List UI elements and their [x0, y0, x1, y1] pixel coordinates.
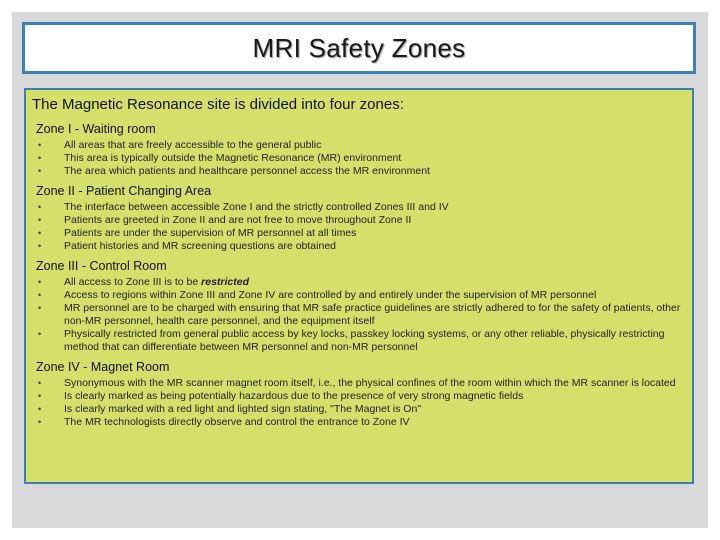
list-item-text: Patients are greeted in Zone II and are not free to move throughout Zone II: [64, 214, 412, 226]
list-item: [36, 152, 686, 165]
zone-4-title: Zone IV - Magnet Room: [36, 360, 170, 374]
bullet-icon: •: [38, 140, 42, 150]
bullet-icon: •: [38, 277, 42, 287]
list-item-text: The interface between accessible Zone I and the strictly controlled Zones III and IV: [64, 201, 449, 213]
zone-2-section: [36, 184, 686, 253]
list-item: [36, 276, 686, 289]
bullet-icon: •: [38, 228, 42, 238]
list-item: [36, 328, 686, 354]
list-item-text: MR personnel are to be charged with ensuring that MR safe practice guidelines are strictly adhered to for the safety of patients, other non-MR personnel, health care personnel, and the equipment itself: [64, 302, 681, 327]
list-item-text: Is clearly marked with a red light and lighted sign stating, "The Magnet is On": [64, 403, 422, 415]
list-item-text: All areas that are freely accessible to the general public: [64, 139, 322, 151]
zone-1-list: [36, 139, 686, 178]
zone-4-section: [36, 360, 686, 429]
list-item-text: Patient histories and MR screening questions are obtained: [64, 240, 336, 252]
zone-4-list: [36, 377, 686, 429]
list-item: [36, 139, 686, 152]
list-item-text: All access to Zone III is to be: [64, 276, 202, 288]
bullet-icon: •: [38, 153, 42, 163]
bullet-icon: •: [38, 378, 42, 388]
list-item-text: The area which patients and healthcare personnel access the MR environment: [64, 165, 430, 177]
title-box: [22, 22, 696, 74]
zone-1-title: Zone I - Waiting room: [36, 122, 156, 136]
zone-2-title: Zone II - Patient Changing Area: [36, 184, 212, 198]
list-item-text: Is clearly marked as being potentially hazardous due to the presence of very strong magnetic fields: [64, 390, 524, 402]
list-item: [36, 302, 686, 328]
list-item-text: The MR technologists directly observe and control the entrance to Zone IV: [64, 416, 410, 428]
bullet-icon: •: [38, 391, 42, 401]
zone-3-section: [36, 259, 686, 354]
emphasis-text: restricted: [201, 276, 250, 288]
zone-3-title: Zone III - Control Room: [36, 259, 167, 273]
zone-1-section: [36, 122, 686, 178]
bullet-icon: •: [38, 404, 42, 414]
bullet-icon: •: [38, 215, 42, 225]
list-item: [36, 377, 686, 390]
list-item: [36, 240, 686, 253]
list-item: [36, 165, 686, 178]
bullet-icon: •: [38, 417, 42, 427]
list-item-text: Synonymous with the MR scanner magnet room itself, i.e., the physical confines of the room within which the MR scanner is located: [64, 377, 676, 389]
page-title: MRI Safety Zones: [252, 32, 466, 63]
bullet-icon: •: [38, 166, 42, 176]
list-item-text: Physically restricted from general public access by key locks, passkey locking systems, or any other reliable, physically restricting method that can differentiate between MR personnel and non-MR personnel: [64, 328, 665, 353]
list-item: [36, 390, 686, 403]
list-item: [36, 201, 686, 214]
zone-3-list: [36, 276, 686, 354]
bullet-icon: •: [38, 290, 42, 300]
intro-text: The Magnetic Resonance site is divided into four zones:: [32, 96, 404, 113]
zone-2-list: [36, 201, 686, 253]
bullet-icon: •: [38, 241, 42, 251]
list-item-text: Access to regions within Zone III and Zone IV are controlled by and entirely under the supervision of MR personnel: [64, 289, 597, 301]
bullet-icon: •: [38, 303, 42, 313]
list-item-text: Patients are under the supervision of MR personnel at all times: [64, 227, 357, 239]
list-item: [36, 403, 686, 416]
content-box: [24, 88, 694, 484]
list-item: [36, 289, 686, 302]
bullet-icon: •: [38, 329, 42, 339]
list-item: [36, 416, 686, 429]
list-item: [36, 227, 686, 240]
list-item-text: This area is typically outside the Magnetic Resonance (MR) environment: [64, 152, 402, 164]
list-item: [36, 214, 686, 227]
bullet-icon: •: [38, 202, 42, 212]
